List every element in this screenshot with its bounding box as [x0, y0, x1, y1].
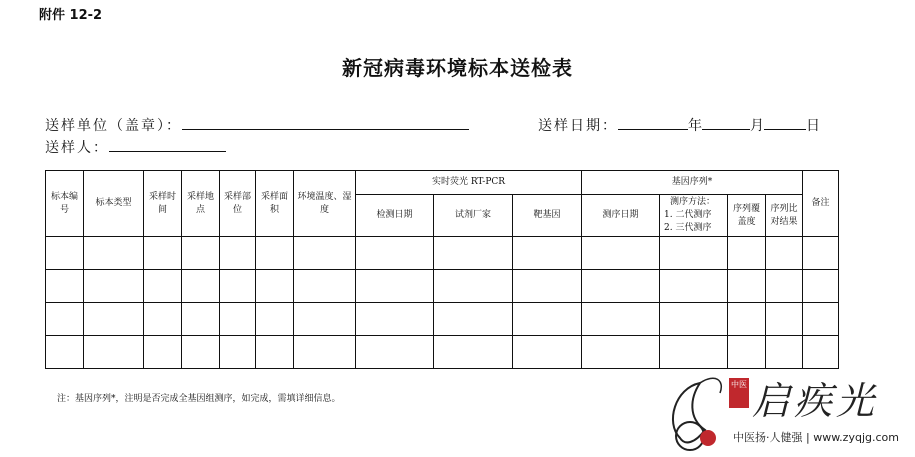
col-pcr-maker: 试剂厂家	[434, 195, 513, 237]
col-sample-place: 采样地点	[182, 171, 220, 237]
table-cell[interactable]	[294, 270, 356, 303]
table-cell[interactable]	[803, 336, 839, 369]
seq-method-option-1: 1. 二代测序	[664, 210, 712, 220]
table-cell[interactable]	[220, 336, 256, 369]
seq-method-option-2: 2. 三代测序	[664, 223, 712, 233]
table-row	[46, 336, 839, 369]
sender-field	[45, 137, 226, 157]
table-cell[interactable]	[803, 303, 839, 336]
sending-unit-label: 送样单位（盖章）：	[45, 118, 182, 134]
sender-label: 送样人：	[45, 140, 109, 156]
watermark-seal: 中医	[729, 378, 749, 408]
table-row	[46, 237, 839, 270]
table-cell[interactable]	[144, 270, 182, 303]
sender-line[interactable]	[109, 137, 226, 152]
group-rt-pcr: 实时荧光 RT-PCR	[356, 171, 582, 195]
table-cell[interactable]	[766, 303, 803, 336]
col-remark: 备注	[803, 171, 839, 237]
table-cell[interactable]	[256, 270, 294, 303]
col-sample-area: 采样面积	[256, 171, 294, 237]
table-cell[interactable]	[46, 237, 84, 270]
table-cell[interactable]	[513, 303, 582, 336]
table-cell[interactable]	[660, 336, 728, 369]
col-pcr-target: 靶基因	[513, 195, 582, 237]
table-cell[interactable]	[144, 303, 182, 336]
table-cell[interactable]	[84, 237, 144, 270]
table-cell[interactable]	[803, 270, 839, 303]
table-cell[interactable]	[356, 270, 434, 303]
sending-unit-line[interactable]	[182, 115, 469, 130]
table-cell[interactable]	[220, 270, 256, 303]
table-cell[interactable]	[660, 270, 728, 303]
table-cell[interactable]	[220, 303, 256, 336]
month-line[interactable]	[702, 115, 750, 130]
table-cell[interactable]	[728, 237, 766, 270]
table-cell[interactable]	[182, 336, 220, 369]
table-cell[interactable]	[660, 303, 728, 336]
table-cell[interactable]	[513, 237, 582, 270]
table-cell[interactable]	[434, 270, 513, 303]
table-cell[interactable]	[294, 303, 356, 336]
group-gene-seq: 基因序列*	[582, 171, 803, 195]
table-cell[interactable]	[256, 303, 294, 336]
table-cell[interactable]	[46, 270, 84, 303]
table-cell[interactable]	[144, 336, 182, 369]
table-cell[interactable]	[728, 303, 766, 336]
year-line[interactable]	[618, 115, 688, 130]
table-cell[interactable]	[434, 303, 513, 336]
day-label: 日	[806, 118, 820, 134]
sample-table	[45, 170, 839, 369]
table-cell[interactable]	[84, 270, 144, 303]
table-row	[46, 270, 839, 303]
day-line[interactable]	[764, 115, 806, 130]
table-cell[interactable]	[582, 237, 660, 270]
table-cell[interactable]	[256, 237, 294, 270]
table-cell[interactable]	[256, 336, 294, 369]
col-seq-method	[660, 195, 728, 237]
seq-method-label: 测序方法：	[670, 197, 716, 207]
table-cell[interactable]	[582, 303, 660, 336]
sending-unit-field	[45, 115, 469, 135]
table-cell[interactable]	[182, 303, 220, 336]
col-seq-coverage: 序列覆盖度	[728, 195, 766, 237]
table-cell[interactable]	[182, 270, 220, 303]
form-title: 新冠病毒环境标本送检表	[342, 56, 573, 80]
table-cell[interactable]	[356, 303, 434, 336]
watermark-name: 启疾光	[752, 379, 879, 423]
month-label: 月	[750, 118, 764, 134]
table-cell[interactable]	[582, 336, 660, 369]
table-cell[interactable]	[220, 237, 256, 270]
table-body	[46, 237, 839, 369]
table-cell[interactable]	[434, 336, 513, 369]
table-cell[interactable]	[144, 237, 182, 270]
table-cell[interactable]	[582, 270, 660, 303]
table-cell[interactable]	[728, 336, 766, 369]
table-cell[interactable]	[766, 270, 803, 303]
table-cell[interactable]	[84, 303, 144, 336]
table-cell[interactable]	[513, 336, 582, 369]
table-row	[46, 303, 839, 336]
col-sample-no: 标本编号	[46, 171, 84, 237]
table-cell[interactable]	[46, 336, 84, 369]
table-cell[interactable]	[728, 270, 766, 303]
watermark-subtitle: 中医扬·人健强 | www.zyqjg.com	[733, 431, 899, 444]
col-sample-type: 标本类型	[84, 171, 144, 237]
footnote: 注：基因序列*，注明是否完成全基因组测序，如完成，需填详细信息。	[57, 394, 341, 404]
table-cell[interactable]	[356, 336, 434, 369]
table-cell[interactable]	[294, 336, 356, 369]
sending-date-label: 送样日期：	[538, 118, 618, 134]
table-cell[interactable]	[356, 237, 434, 270]
sending-date-field	[538, 115, 820, 135]
col-env: 环境温度、湿度	[294, 171, 356, 237]
table-cell[interactable]	[182, 237, 220, 270]
table-cell[interactable]	[513, 270, 582, 303]
year-label: 年	[688, 118, 702, 134]
col-pcr-date: 检测日期	[356, 195, 434, 237]
table-cell[interactable]	[803, 237, 839, 270]
table-cell[interactable]	[84, 336, 144, 369]
col-sample-part: 采样部位	[220, 171, 256, 237]
col-seq-date: 测序日期	[582, 195, 660, 237]
table-cell[interactable]	[766, 336, 803, 369]
col-seq-compare: 序列比对结果	[766, 195, 803, 237]
table-cell[interactable]	[46, 303, 84, 336]
table-cell[interactable]	[434, 237, 513, 270]
col-sample-time: 采样时间	[144, 171, 182, 237]
table-cell[interactable]	[294, 237, 356, 270]
table-cell[interactable]	[660, 237, 728, 270]
table-cell[interactable]	[766, 237, 803, 270]
attachment-label: 附件 12-2	[39, 8, 103, 23]
